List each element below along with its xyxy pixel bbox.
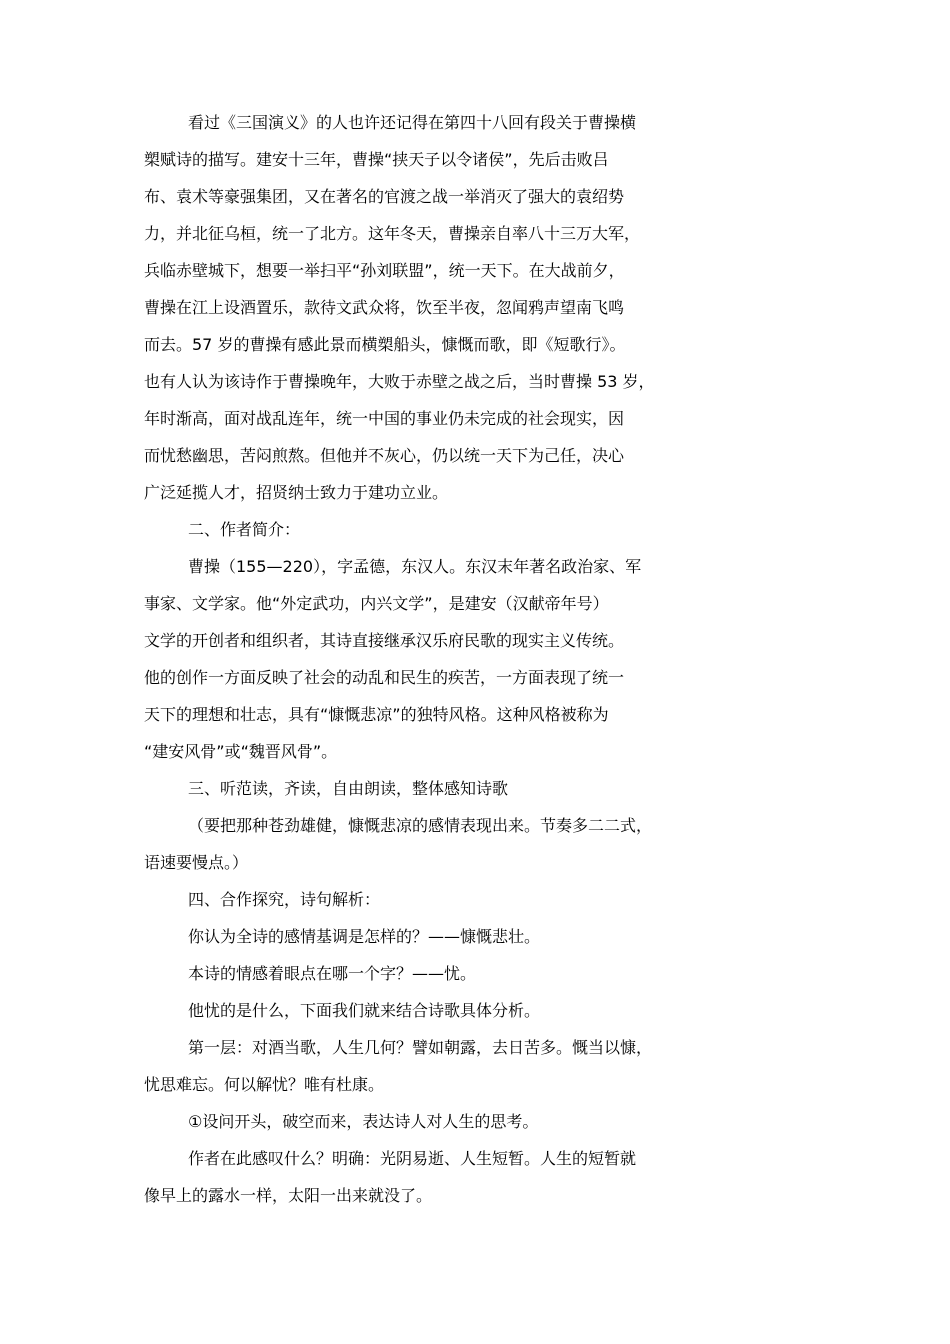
- text-line: 而忧愁幽思，苦闷煎熬。但他并不灰心，仍以统一天下为己任，决心: [144, 446, 625, 465]
- text-line: 文学的开创者和组织者，其诗直接继承汉乐府民歌的现实主义传统。: [144, 631, 625, 650]
- section-heading-reading: [144, 776, 824, 813]
- text-line: 他的创作一方面反映了社会的动乱和民生的疾苦，一方面表现了统一: [144, 668, 625, 687]
- section-heading: 四、合作探究，诗句解析：: [188, 890, 381, 909]
- text-line: 年时渐高，面对战乱连年，统一中国的事业仍未完成的社会现实，因: [144, 409, 625, 428]
- question-worry: [144, 998, 824, 1035]
- question-focus: [144, 961, 824, 998]
- author-bio-paragraph: [144, 554, 824, 776]
- text-line: 槊赋诗的描写。建安十三年，曹操“挟天子以令诸侯”，先后击败吕: [144, 150, 609, 169]
- document-page: [144, 110, 824, 1220]
- text-line: 也有人认为该诗作于曹操晚年，大败于赤壁之战之后，当时曹操 53 岁，: [144, 372, 655, 391]
- sigh-paragraph: [144, 1146, 824, 1220]
- text-line: 事家、文学家。他“外定武功，内兴文学”，是建安（汉献帝年号）: [144, 594, 609, 613]
- text-line: 看过《三国演义》的人也许还记得在第四十八回有段关于曹操横: [188, 113, 637, 132]
- text-line: 天下的理想和壮志，具有“慷慨悲凉”的独特风格。这种风格被称为: [144, 705, 609, 724]
- text-line: 像早上的露水一样，太阳一出来就没了。: [144, 1186, 433, 1205]
- section-heading-author: [144, 517, 824, 554]
- question-tone: [144, 924, 824, 961]
- text-line: 兵临赤壁城下，想要一举扫平“孙刘联盟”，统一天下。在大战前夕，: [144, 261, 625, 280]
- layer-one-paragraph: [144, 1035, 824, 1109]
- text-line: 语速要慢点。）: [144, 853, 249, 872]
- section-heading: 三、听范读，齐读，自由朗读，整体感知诗歌: [188, 779, 509, 798]
- text-line: ①设问开头，破空而来，表达诗人对人生的思考。: [188, 1112, 539, 1131]
- text-line: 曹操在江上设酒置乐，款待文武众将，饮至半夜，忽闻鸦声望南飞鸣: [144, 298, 625, 317]
- text-line: 第一层：对酒当歌，人生几何？譬如朝露，去日苦多。慨当以慷，: [188, 1038, 653, 1057]
- text-line: 而去。57 岁的曹操有感此景而横槊船头，慷慨而歌，即《短歌行》。: [144, 335, 626, 354]
- text-line: 力，并北征乌桓，统一了北方。这年冬天，曹操亲自率八十三万大军，: [144, 224, 641, 243]
- text-line: 本诗的情感着眼点在哪一个字？——忧。: [188, 964, 477, 983]
- point-one-paragraph: [144, 1109, 824, 1146]
- text-line: 曹操（155—220），字孟德，东汉人。东汉末年著名政治家、军: [188, 557, 642, 576]
- section-heading-analysis: [144, 887, 824, 924]
- reading-note-paragraph: [144, 813, 824, 887]
- text-line: （要把那种苍劲雄健，慷慨悲凉的感情表现出来。节奏多二二式，: [188, 816, 653, 835]
- text-line: 忧思难忘。何以解忧？唯有杜康。: [144, 1075, 385, 1094]
- text-line: 你认为全诗的感情基调是怎样的？——慷慨悲壮。: [188, 927, 541, 946]
- text-line: 作者在此感叹什么？明确：光阴易逝、人生短暂。人生的短暂就: [188, 1149, 637, 1168]
- text-line: 他忧的是什么，下面我们就来结合诗歌具体分析。: [188, 1001, 541, 1020]
- text-line: “建安风骨”或“魏晋风骨”。: [144, 742, 338, 761]
- text-line: 布、袁术等豪强集团，又在著名的官渡之战一举消灭了强大的袁绍势: [144, 187, 625, 206]
- section-heading: 二、作者简介：: [188, 520, 301, 539]
- text-line: 广泛延揽人才，招贤纳士致力于建功立业。: [144, 483, 449, 502]
- intro-paragraph: [144, 110, 824, 517]
